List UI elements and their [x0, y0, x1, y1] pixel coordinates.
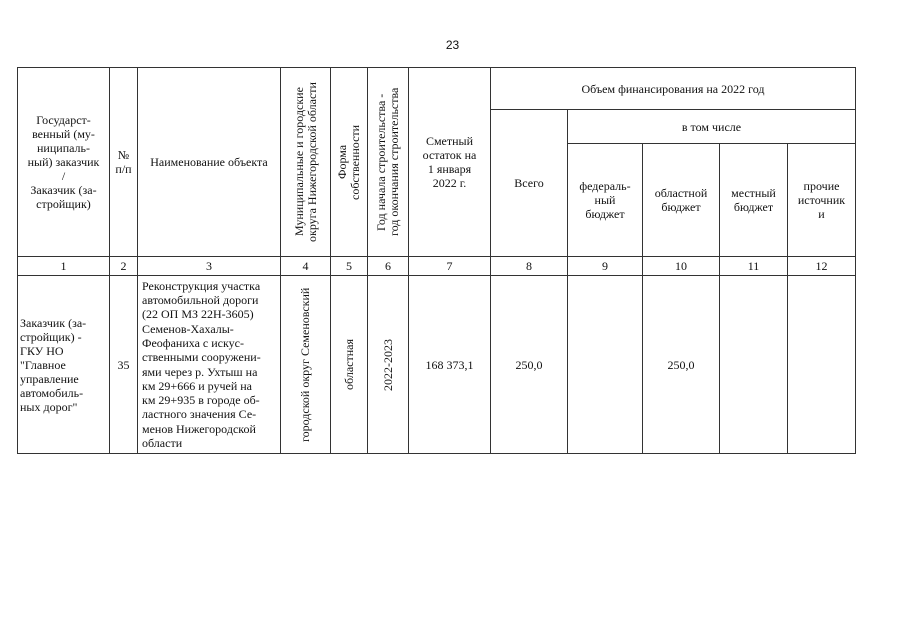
row-total: 250,0	[491, 276, 568, 454]
column-number: 5	[331, 257, 368, 276]
column-number-row	[18, 257, 856, 276]
row-local	[720, 276, 788, 454]
column-number: 9	[568, 257, 643, 276]
header-years: Год начала строительства - год окончания строительства	[368, 68, 409, 257]
financing-table	[17, 67, 856, 454]
header-federal: федераль- ный бюджет	[568, 144, 643, 257]
row-years: 2022-2023	[368, 276, 409, 454]
row-municipality: городской округ Семеновский	[281, 276, 331, 454]
header-ownership: Форма собственности	[331, 68, 368, 257]
header-financing-volume: Объем финансирования на 2022 год	[491, 68, 856, 110]
row-object-name: Реконструкция участка автомобильной дороги (22 ОП МЗ 22Н-3605) Семенов-Хахалы- Феофаниха с искус- ственными сооружени- ями через р. Ухтыш на км 29+666 и ручей на км 29+935 в городе об- ластного значения Се- менов Нижегородской области	[138, 276, 281, 454]
column-number: 1	[18, 257, 110, 276]
table-row	[18, 276, 856, 454]
row-regional: 250,0	[643, 276, 720, 454]
column-number: 7	[409, 257, 491, 276]
header-local: местный бюджет	[720, 144, 788, 257]
row-customer: Заказчик (за- стройщик) - ГКУ НО "Главное управление автомобиль- ных дорог"	[18, 276, 110, 454]
row-ownership: областная	[331, 276, 368, 454]
header-object-name: Наименование объекта	[138, 68, 281, 257]
header-regional: областной бюджет	[643, 144, 720, 257]
column-number: 10	[643, 257, 720, 276]
header-other: прочие источник и	[788, 144, 856, 257]
column-number: 4	[281, 257, 331, 276]
header-customer: Государст- венный (му- ниципаль- ный) заказчик / Заказчик (за- стройщик)	[18, 68, 110, 257]
column-number: 2	[110, 257, 138, 276]
row-estimate-balance: 168 373,1	[409, 276, 491, 454]
header-total: Всего	[491, 110, 568, 257]
row-num: 35	[110, 276, 138, 454]
column-number: 12	[788, 257, 856, 276]
header-municipality: Муниципальные и городские округа Нижегородской области	[281, 68, 331, 257]
header-including: в том числе	[568, 110, 856, 144]
column-number: 11	[720, 257, 788, 276]
column-number: 6	[368, 257, 409, 276]
header-num: № п/п	[110, 68, 138, 257]
column-number: 3	[138, 257, 281, 276]
header-estimate-balance: Сметный остаток на 1 января 2022 г.	[409, 68, 491, 257]
page-number: 23	[445, 38, 460, 52]
row-other	[788, 276, 856, 454]
column-number: 8	[491, 257, 568, 276]
row-federal	[568, 276, 643, 454]
